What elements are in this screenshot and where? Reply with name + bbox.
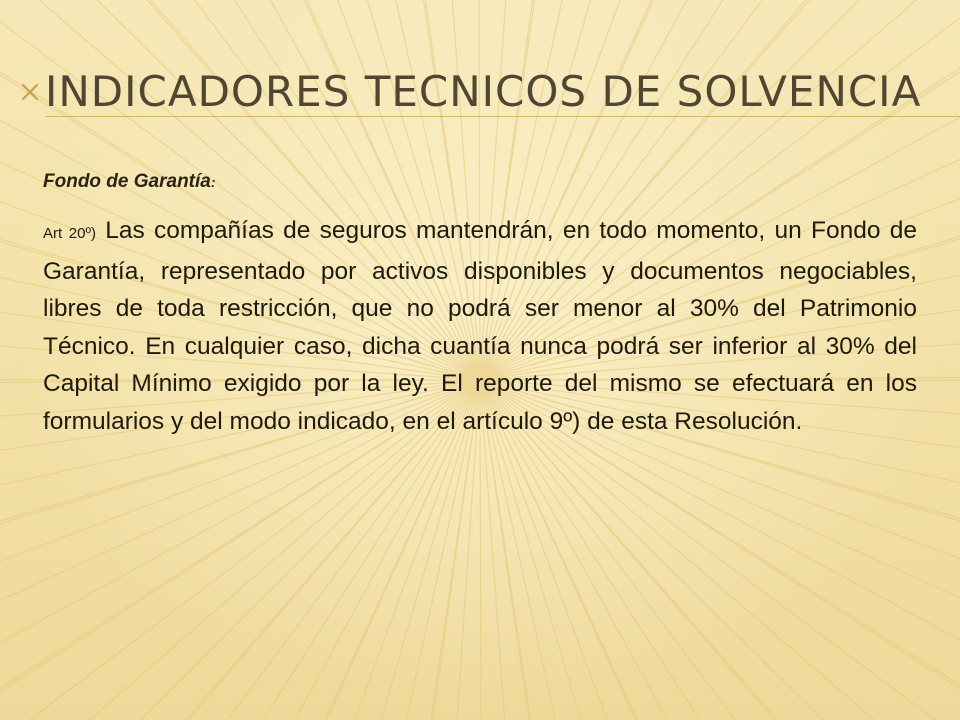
title-underline bbox=[45, 116, 960, 117]
slide-title: INDICADORES TECNICOS DE SOLVENCIA bbox=[45, 67, 922, 116]
section-subheading bbox=[43, 171, 216, 193]
article-paragraph bbox=[43, 212, 917, 440]
article-number: Art 20º) bbox=[43, 225, 96, 242]
article-body: Las compañías de seguros mantendrán, en todo momento, un Fondo de Garantía, representado por activos disponibles y documentos negociables, libres de toda restricción, que no podrá ser menor al 30% del Patrimonio Técnico. En cualquier caso, dicha cuantía nunca podrá ser inferior al 30% del Capital Mínimo exigido por la ley. El reporte del mismo se efectuará en los formularios y del modo indicado, en el artículo 9º) de esta Resolución. bbox=[43, 217, 917, 435]
subheading-colon: : bbox=[210, 174, 216, 190]
title-row bbox=[0, 62, 960, 122]
x-mark-icon bbox=[20, 82, 40, 102]
subheading-label: Fondo de Garantía bbox=[43, 171, 211, 192]
